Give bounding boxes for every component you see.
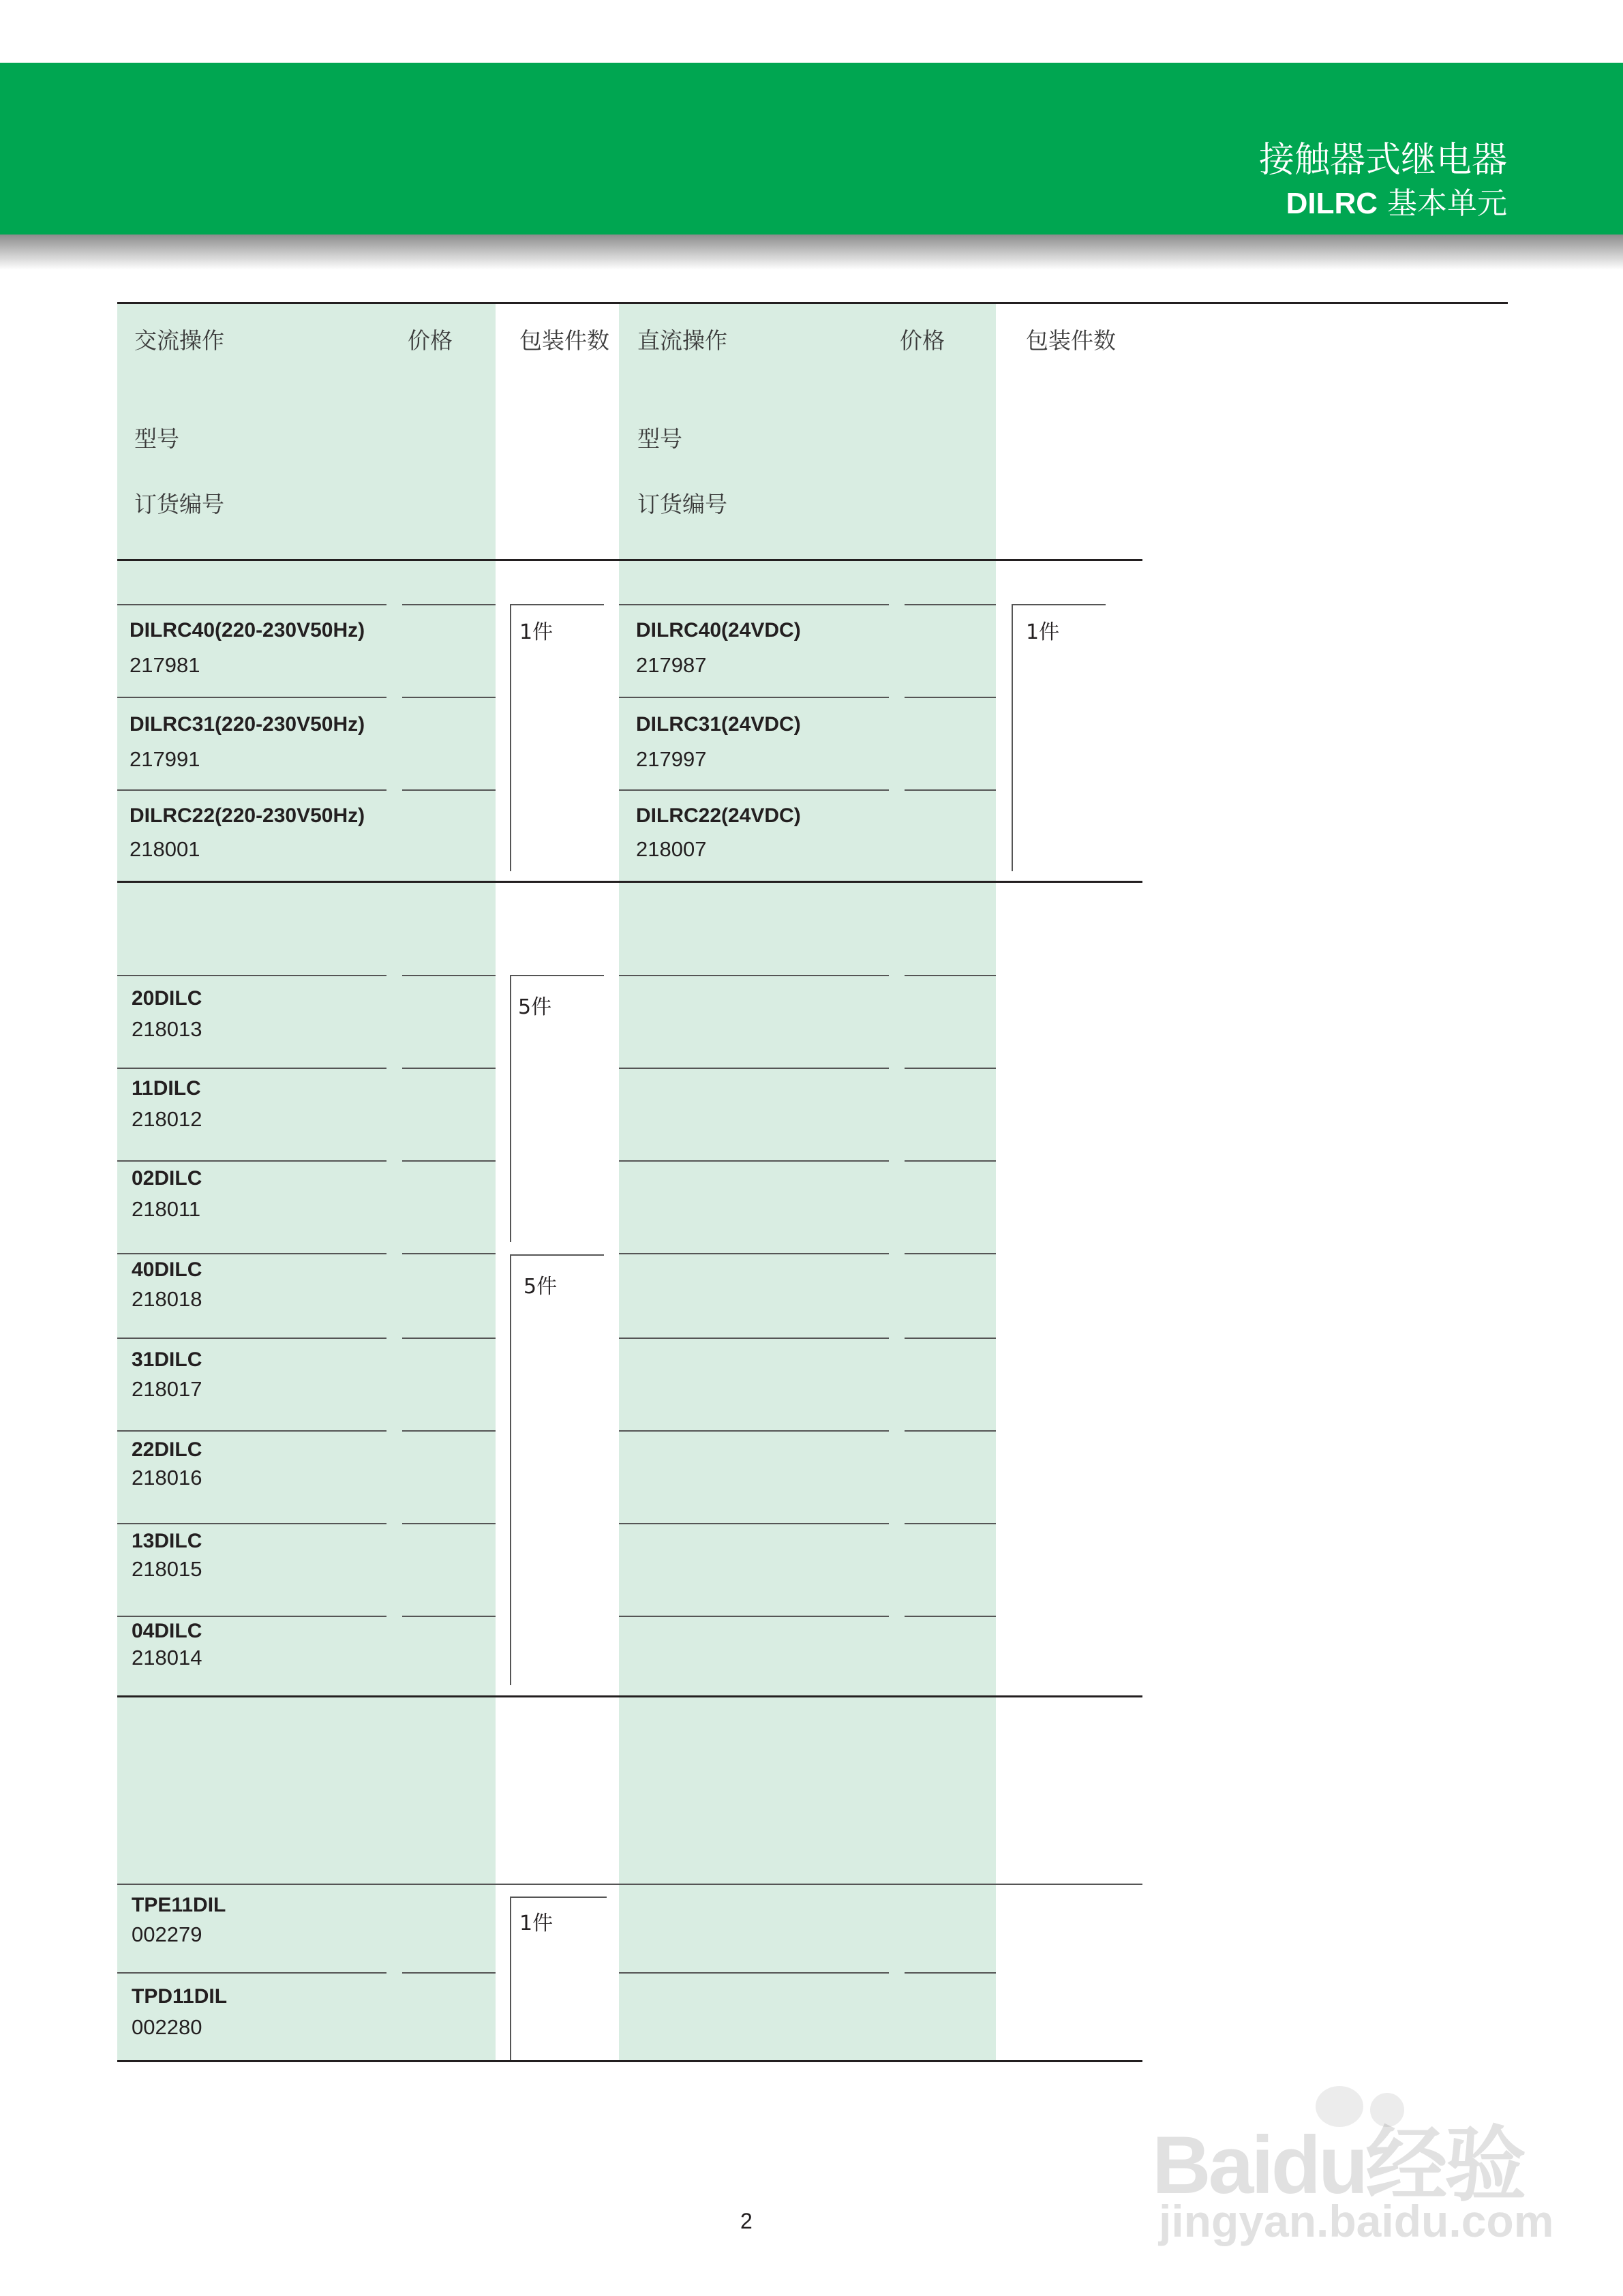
- header-shadow: [0, 235, 1623, 270]
- item-order-code: 218014: [132, 1646, 202, 1670]
- ac-order-code: 217991: [130, 747, 200, 771]
- ac-model: DILRC22(220-230V50Hz): [130, 804, 365, 827]
- row-divider: [117, 1430, 386, 1432]
- header-bottom-rule: [117, 559, 1142, 561]
- item-order-code: 002279: [132, 1922, 202, 1946]
- pack-bracket-side: [510, 604, 511, 871]
- row-divider: [905, 1068, 996, 1069]
- pack-bracket-top: [510, 975, 604, 976]
- item-order-code: 218017: [132, 1377, 202, 1401]
- dc-pack-heading: 包装件数: [1026, 327, 1116, 354]
- pack-bracket-side: [1012, 604, 1013, 871]
- item-order-code: 218012: [132, 1107, 202, 1131]
- section3-top-rule: [117, 1884, 1142, 1885]
- row-divider: [619, 1338, 889, 1339]
- row-divider: [402, 975, 496, 976]
- row-divider: [619, 1160, 889, 1162]
- dc-column-band: [619, 304, 996, 2061]
- row-divider: [905, 604, 996, 605]
- row-divider: [117, 789, 386, 791]
- row-divider: [117, 1068, 386, 1069]
- ac-order-heading: 订货编号: [134, 491, 224, 517]
- item-model: 11DILC: [132, 1077, 201, 1100]
- pack-value: 1件: [519, 1912, 553, 1935]
- row-divider: [619, 1616, 889, 1617]
- dc-order-heading: 订货编号: [637, 491, 727, 517]
- pack-bracket-top: [510, 1897, 607, 1898]
- row-divider: [905, 1523, 996, 1524]
- watermark-url: jingyan.baidu.com: [1159, 2196, 1554, 2246]
- row-divider: [117, 604, 386, 605]
- pack-bracket-side: [510, 975, 511, 1242]
- item-order-code: 002280: [132, 2015, 202, 2039]
- item-order-code: 218013: [132, 1017, 202, 1041]
- row-divider: [905, 1972, 996, 1974]
- row-divider: [905, 789, 996, 791]
- row-divider: [905, 1430, 996, 1432]
- row-divider: [402, 1338, 496, 1339]
- item-model: 22DILC: [132, 1438, 202, 1461]
- item-model: 31DILC: [132, 1348, 202, 1371]
- dc-pack-value: 1件: [1026, 620, 1060, 644]
- row-divider: [905, 1253, 996, 1254]
- row-divider: [117, 1616, 386, 1617]
- section1-bottom-rule: [117, 881, 1142, 883]
- page-number: 2: [740, 2209, 753, 2233]
- pack-bracket-side: [510, 1254, 511, 1685]
- row-divider: [117, 975, 386, 976]
- dc-type-heading: 型号: [637, 425, 682, 452]
- row-divider: [402, 1430, 496, 1432]
- ac-pack-heading: 包装件数: [519, 327, 609, 354]
- row-divider: [619, 789, 889, 791]
- row-divider: [905, 1160, 996, 1162]
- item-model: 20DILC: [132, 987, 202, 1010]
- item-model: TPD11DIL: [132, 1985, 228, 2008]
- item-model: TPE11DIL: [132, 1894, 226, 1916]
- dc-model: DILRC31(24VDC): [636, 713, 801, 736]
- dc-order-code: 217987: [636, 653, 707, 677]
- pack-value-b: 5件: [524, 1275, 558, 1299]
- ac-heading: 交流操作: [134, 327, 224, 354]
- row-divider: [402, 1068, 496, 1069]
- dc-model: DILRC22(24VDC): [636, 804, 801, 827]
- row-divider: [619, 604, 889, 605]
- ac-model: DILRC31(220-230V50Hz): [130, 713, 365, 736]
- row-divider: [905, 1338, 996, 1339]
- ac-order-code: 217981: [130, 653, 200, 677]
- item-order-code: 218015: [132, 1557, 202, 1581]
- row-divider: [117, 1338, 386, 1339]
- pack-bracket-top: [510, 604, 604, 605]
- row-divider: [117, 1160, 386, 1162]
- subtitle-code: DILRC: [1286, 187, 1378, 220]
- row-divider: [402, 789, 496, 791]
- dc-order-code: 218007: [636, 837, 707, 861]
- subtitle-text: 基本单元: [1378, 186, 1507, 221]
- row-divider: [619, 697, 889, 698]
- row-divider: [402, 1523, 496, 1524]
- pack-bracket-top: [510, 1254, 604, 1256]
- ac-pack-value: 1件: [519, 620, 553, 644]
- ac-order-code: 218001: [130, 837, 200, 861]
- watermark-logo: Baidu经验: [1152, 2119, 1524, 2211]
- row-divider: [905, 697, 996, 698]
- row-divider: [402, 1253, 496, 1254]
- item-model: 04DILC: [132, 1620, 202, 1642]
- table-top-rule: [117, 302, 1508, 304]
- row-divider: [619, 1972, 889, 1974]
- item-order-code: 218011: [132, 1197, 201, 1221]
- item-model: 40DILC: [132, 1258, 202, 1281]
- item-order-code: 218016: [132, 1466, 202, 1490]
- row-divider: [402, 697, 496, 698]
- page-title: 接触器式继电器: [1258, 140, 1507, 181]
- dc-heading: 直流操作: [637, 327, 727, 354]
- row-divider: [905, 1616, 996, 1617]
- row-divider: [619, 975, 889, 976]
- pack-value-a: 5件: [518, 995, 552, 1019]
- row-divider: [117, 1523, 386, 1524]
- baidu-watermark: [1152, 2086, 1554, 2246]
- pack-bracket-top: [1012, 604, 1106, 605]
- item-model: 13DILC: [132, 1530, 202, 1552]
- dc-order-code: 217997: [636, 747, 707, 771]
- row-divider: [402, 604, 496, 605]
- pack-bracket-side: [510, 1897, 511, 2060]
- dc-price-heading: 价格: [900, 327, 945, 354]
- table-bottom-rule: [117, 2060, 1142, 2062]
- row-divider: [619, 1523, 889, 1524]
- item-model: 02DILC: [132, 1167, 202, 1190]
- section2-bottom-rule: [117, 1695, 1142, 1697]
- ac-price-heading: 价格: [408, 327, 453, 354]
- row-divider: [117, 1253, 386, 1254]
- row-divider: [619, 1068, 889, 1069]
- ac-type-heading: 型号: [134, 425, 179, 452]
- row-divider: [402, 1616, 496, 1617]
- row-divider: [402, 1972, 496, 1974]
- ac-model: DILRC40(220-230V50Hz): [130, 619, 365, 641]
- row-divider: [117, 1972, 386, 1974]
- row-divider: [117, 697, 386, 698]
- item-order-code: 218018: [132, 1287, 202, 1311]
- dc-model: DILRC40(24VDC): [636, 619, 801, 641]
- row-divider: [619, 1430, 889, 1432]
- row-divider: [905, 975, 996, 976]
- page-subtitle: [1286, 179, 1507, 222]
- row-divider: [402, 1160, 496, 1162]
- row-divider: [619, 1253, 889, 1254]
